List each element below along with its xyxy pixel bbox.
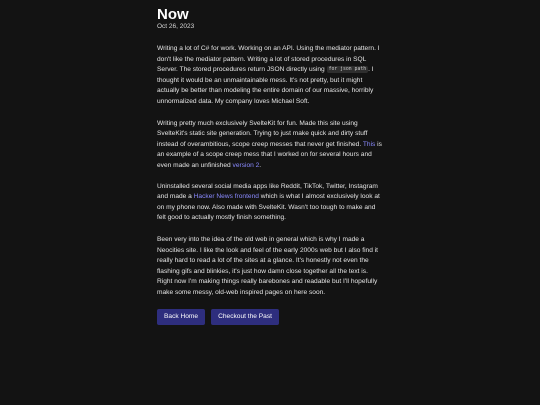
paragraph-work bbox=[157, 44, 385, 108]
this-link[interactable]: This bbox=[362, 140, 376, 148]
inline-code: for json path bbox=[328, 67, 367, 73]
page-title: Now bbox=[157, 6, 189, 23]
version-2-link[interactable]: version 2 bbox=[232, 161, 260, 169]
paragraph-sveltekit bbox=[157, 119, 385, 172]
paragraph-sveltekit-text-b: is an example of a scope creep mess that I worked on for several hours and even made an unfinished bbox=[157, 140, 382, 169]
now-page bbox=[157, 6, 385, 325]
checkout-past-button[interactable]: Checkout the Past bbox=[211, 309, 279, 325]
hacker-news-frontend-link[interactable]: Hacker News frontend bbox=[193, 193, 259, 201]
paragraph-sveltekit-text-a: Writing pretty much exclusively SvelteKit for fun. Made this site using SvelteKit's static site generation. Trying to just make quick and dirty stuff instead of overambitious, scope creep messes that never get finished. bbox=[157, 119, 368, 148]
paragraph-social-text-a: Uninstalled several social media apps like Reddit, TikTok, Twitter, Instagram and made a bbox=[157, 182, 378, 201]
paragraph-social-text-b: which is what I almost exclusively look at on my phone now. Also made with SvelteKit. Wasn't too tough to make and felt good to actually mostly finish something. bbox=[157, 193, 380, 222]
paragraph-sveltekit-text-c: . bbox=[259, 161, 262, 169]
back-home-button[interactable]: Back Home bbox=[157, 309, 205, 325]
page-date: Oct 26, 2023 bbox=[157, 23, 195, 30]
paragraph-work-text-a: Writing a lot of C# for work. Working on an API. Using the mediator pattern. I don't like the mediator pattern. Writing a lot of stored procedures in SQL Server. The stored procedures return JSON directly using bbox=[157, 45, 380, 74]
paragraph-social-media bbox=[157, 182, 385, 224]
nav-buttons bbox=[157, 309, 385, 325]
paragraph-work-text-b: . I thought it would be an unmaintainable mess. It's not pretty, but it might actually be better than modeling the entire domain of our massive, horribly unnormalized data. My company loves Michael Soft. bbox=[157, 66, 374, 105]
paragraph-old-web: Been very into the idea of the old web in general which is why I made a Neocities site. I like the look and feel of the early 2000s web but I also find it really hard to read a lot of the sites at a glance. It's honestly not even the flashing gifs and blinkies, it's just how damn close together all the text is. Right now I'm making things really barebones and readable but I'll hopefully make some messy, old-web inspired pages on here soon. bbox=[157, 235, 379, 296]
